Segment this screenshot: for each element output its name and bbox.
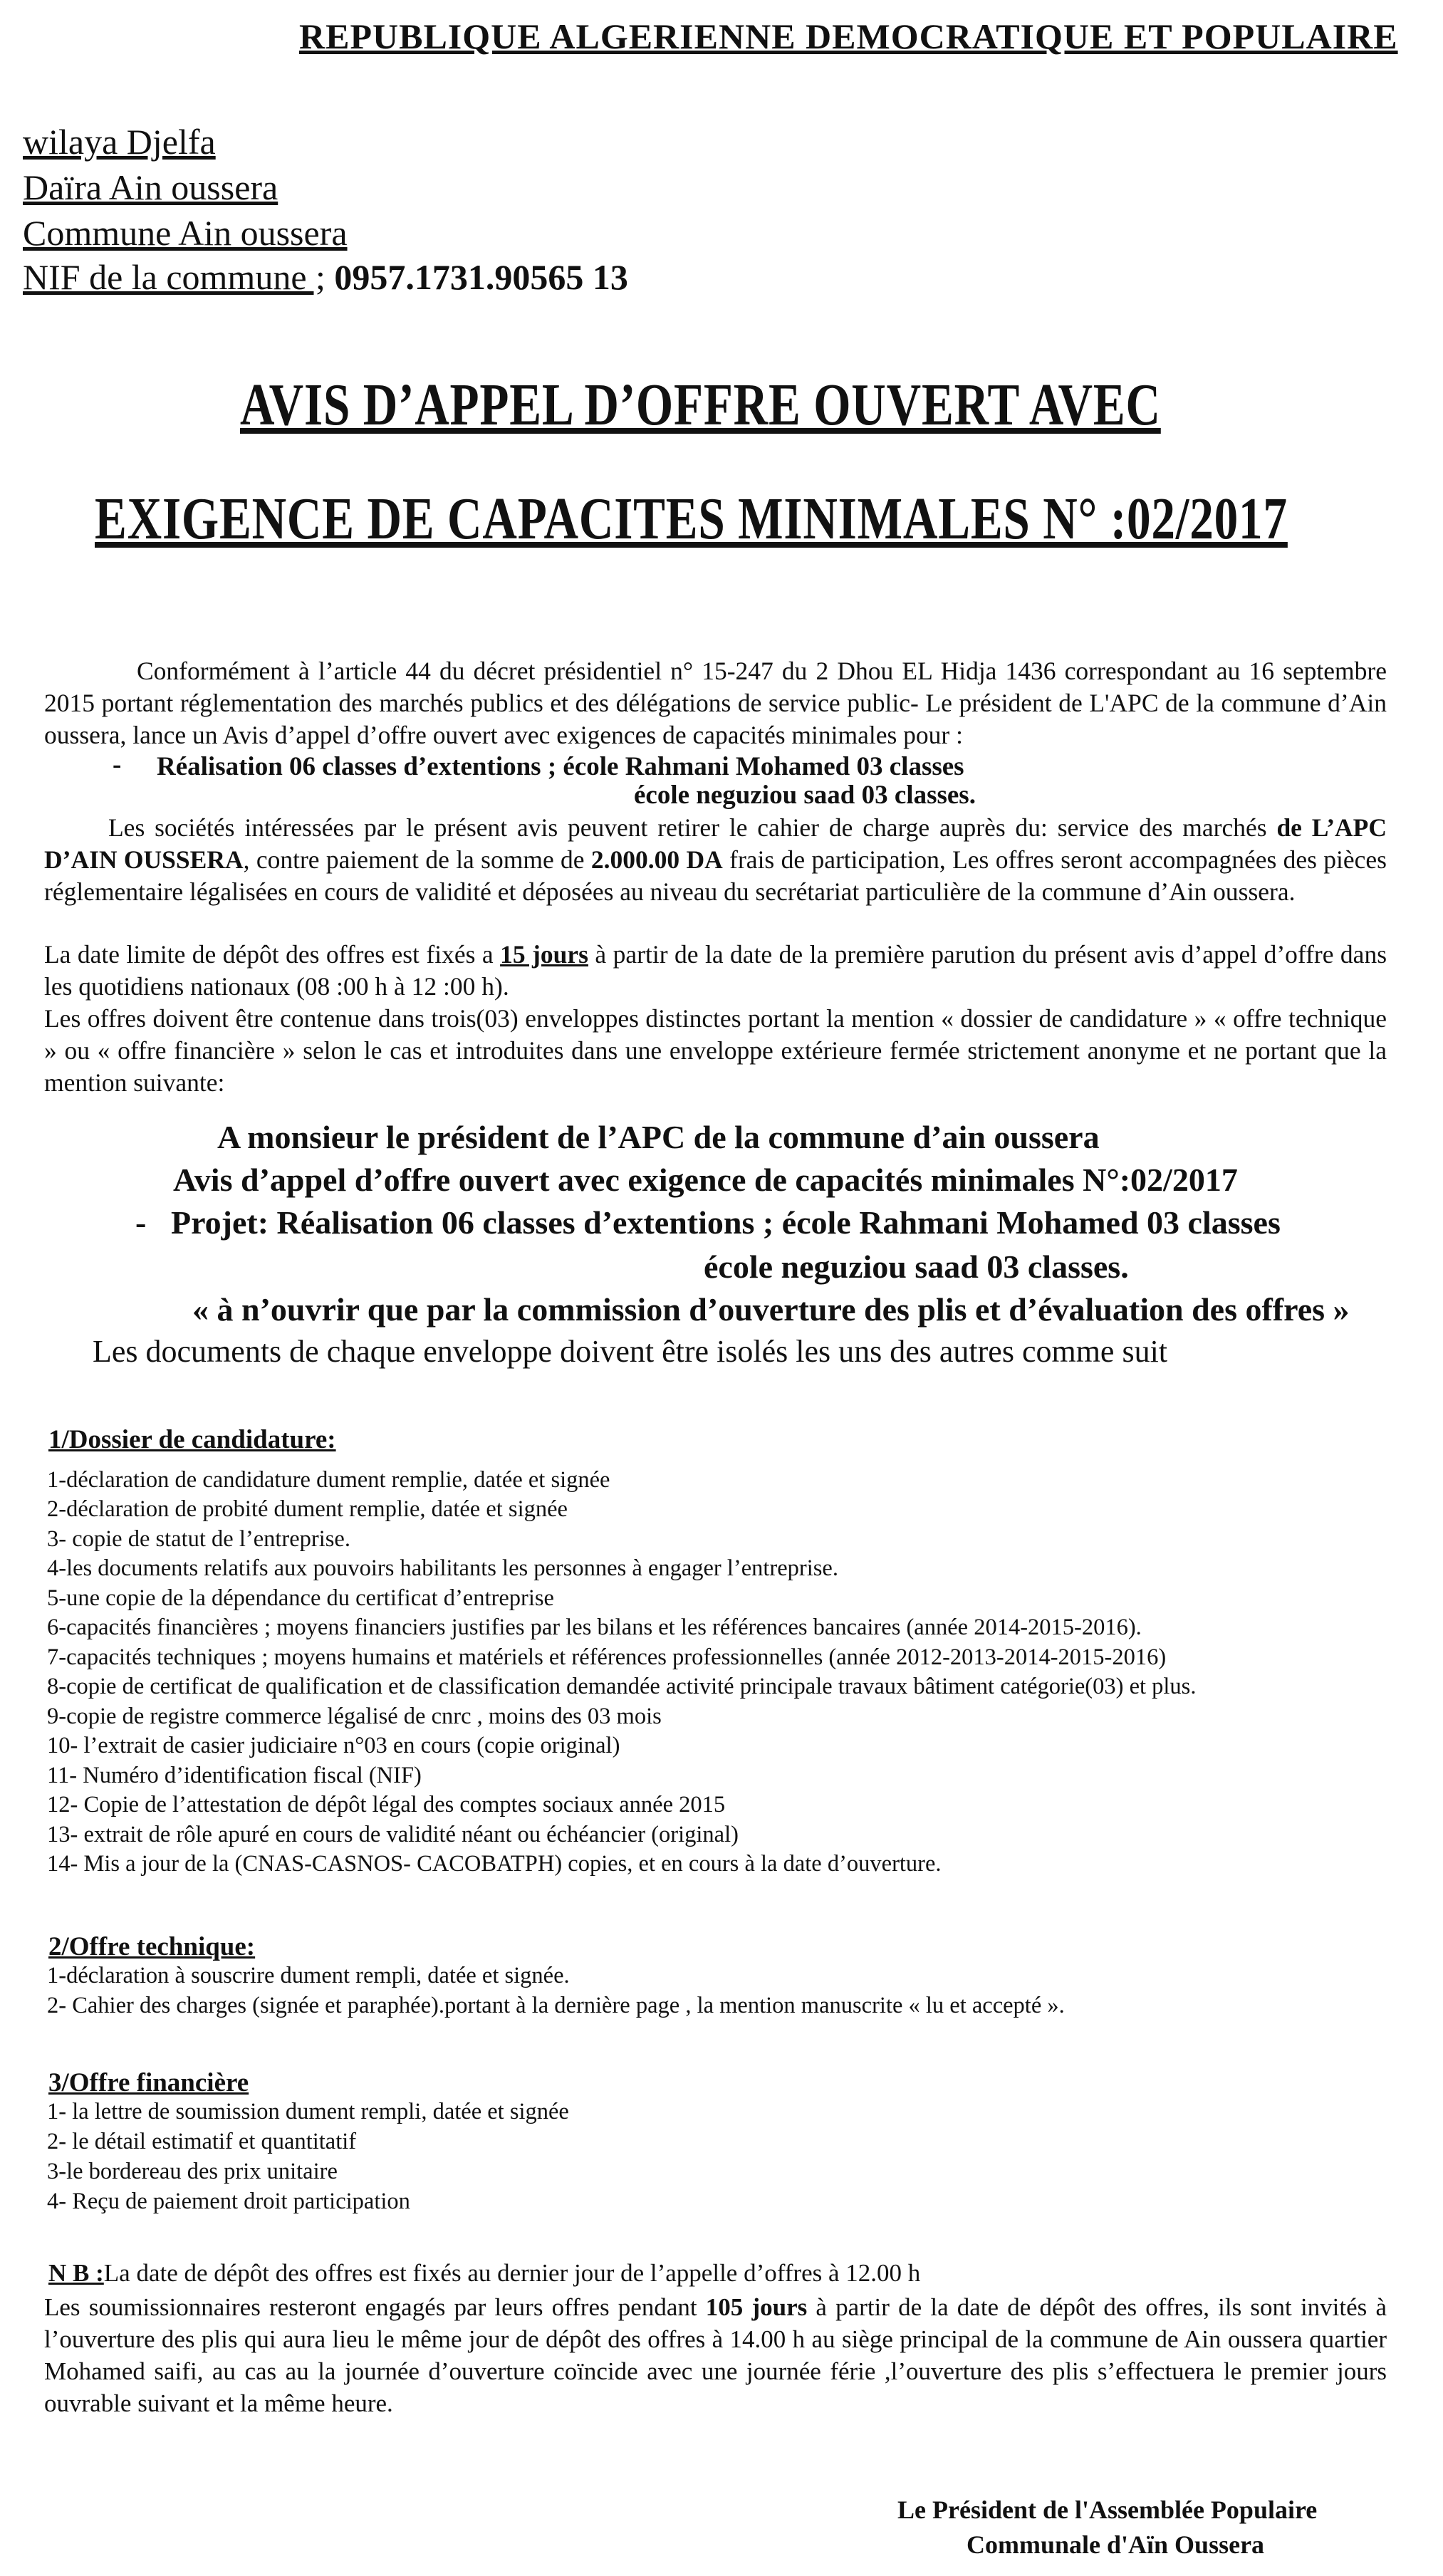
envelope-line-6: Les documents de chaque enveloppe doivent être isolés les uns des autres comme suit — [93, 1334, 1168, 1369]
bullet-project-line-2: école neguziou saad 03 classes. — [634, 781, 976, 810]
list-item: 1-déclaration de candidature dument remplie, datée et signée — [47, 1467, 610, 1493]
nb-label: N B : — [48, 2259, 104, 2287]
intro-paragraph-3 — [44, 939, 1387, 1003]
nb-text-a: Les soumissionnaires resteront engagés par leurs offres pendant — [44, 2293, 706, 2321]
list-item: 4- Reçu de paiement droit participation — [47, 2189, 410, 2214]
p3-deadline: 15 jours — [500, 940, 588, 969]
title-line-2: EXIGENCE DE CAPACITES MINIMALES N° :02/2017 — [95, 486, 1288, 552]
title-line-1: AVIS D’APPEL D’OFFRE OUVERT AVEC — [240, 372, 1161, 438]
list-item: 7-capacités techniques ; moyens humains et matériels et références professionnelles (année 2012-2013-2014-2015-2016) — [47, 1644, 1167, 1670]
intro-text: Conformément à l’article 44 du décret présidentiel n° 15-247 du 2 Dhou EL Hidja 1436 correspondant au 16 septembre 2015 portant réglementation des marchés publics et des délégations de service public- Le président de L'APC de la commune d’Ain oussera, lance un Avis d’appel d’offre ouvert avec exigences de capacités minimales pour : — [44, 657, 1387, 749]
list-item: 11- Numéro d’identification fiscal (NIF) — [47, 1763, 422, 1788]
intro-paragraph-4 — [44, 1003, 1387, 1099]
p4-text: Les offres doivent être contenue dans trois(03) enveloppes distinctes portant la mention « dossier de candidature » « offre technique » ou « offre financière » selon le cas et introduites dans une enveloppe extérieure fermée strictement anonyme et ne portant que la mention suivante: — [44, 1004, 1387, 1097]
intro-paragraph-1 — [44, 655, 1387, 751]
list-item: 13- extrait de rôle apuré en cours de validité néant ou échéancier (original) — [47, 1822, 739, 1847]
envelope-line-5: « à n’ouvrir que par la commission d’ouverture des plis et d’évaluation des offres » — [192, 1291, 1350, 1328]
list-item: 3- copie de statut de l’entreprise. — [47, 1526, 350, 1552]
list-item: 6-capacités financières ; moyens financiers justifies par les bilans et les références bancaires (année 2014-2015-2016). — [47, 1615, 1142, 1640]
signature-line-2: Communale d'Aïn Oussera — [967, 2530, 1265, 2559]
list-item: 9-copie de registre commerce légalisé de cnrc , moins des 03 mois — [47, 1704, 662, 1729]
envelope-line-1: A monsieur le président de l’APC de la commune d’ain oussera — [217, 1119, 1100, 1155]
nb-line — [48, 2259, 920, 2288]
list-item: 8-copie de certificat de qualification et de classification demandée activité principale travaux bâtiment catégorie(03) et plus. — [47, 1674, 1197, 1699]
bullet-dash: - — [113, 750, 122, 779]
envelope-line-2: Avis d’appel d’offre ouvert avec exigence de capacités minimales N°:02/2017 — [173, 1162, 1238, 1198]
list-item: 4-les documents relatifs aux pouvoirs habilitants les personnes à engager l’entreprise. — [47, 1555, 838, 1581]
nb-text-c: à partir de la date de dépôt des offres, ils sont invités à l’ouverture des plis qui aura lieu le même jour de dépôt des offres à 14.00 h au siège principal de la commune de Ain oussera quartier Mohamed saifi, au cas au la journée d’ouverture coïncide avec une journée férie ,l’ouverture des plis s’effectuera le premier jours ouvrable suivant et la même heure. — [44, 2293, 1387, 2417]
nb-text: La date de dépôt des offres est fixés au dernier jour de l’appelle d’offres à 12.00 h — [103, 2259, 921, 2287]
p3-text-a: La date limite de dépôt des offres est fixés a — [44, 940, 501, 969]
technique-heading: 2/Offre technique: — [48, 1932, 256, 1961]
bullet-project-line-1: Réalisation 06 classes d’extentions ; école Rahmani Mohamed 03 classes — [157, 752, 964, 781]
p2-amount: 2.000.00 DA — [590, 845, 723, 874]
p2-text-e: frais de participation, Les offres seront accompagnées des pièces réglementaire légalisées en cours de validité et déposées au niveau du secrétariat particulière de la commune d’Ain oussera. — [44, 845, 1387, 906]
intro-paragraph-2 — [44, 812, 1387, 908]
list-item: 12- Copie de l’attestation de dépôt légal des comptes sociaux année 2015 — [47, 1792, 726, 1818]
p3-text-c: à partir de la date de la première parution du présent avis d’appel d’offre dans les quotidiens nationaux (08 :00 h à 12 :00 h). — [44, 940, 1387, 1001]
nif-label: NIF de la commune ; — [23, 257, 325, 297]
list-item: 1- la lettre de soumission dument rempli, datée et signée — [47, 2099, 569, 2124]
list-item: 2- le détail estimatif et quantitatif — [47, 2129, 357, 2154]
daira-line: Daïra Ain oussera — [23, 167, 278, 207]
nb-days: 105 jours — [705, 2293, 808, 2321]
p2-apc-name: de L’APC D’AIN OUSSERA — [44, 813, 1387, 874]
list-item: 3-le bordereau des prix unitaire — [47, 2159, 338, 2184]
nb-paragraph — [44, 2291, 1387, 2419]
wilaya-line: wilaya Djelfa — [23, 122, 216, 162]
list-item: 14- Mis a jour de la (CNAS-CASNOS- CACOBATPH) copies, et en cours à la date d’ouverture. — [47, 1851, 942, 1877]
signature-line-1: Le Président de l'Assemblée Populaire — [897, 2496, 1318, 2524]
envelope-line-4: école neguziou saad 03 classes. — [704, 1248, 1129, 1285]
nif-line — [23, 255, 628, 299]
nif-value: 0957.1731.90565 13 — [325, 257, 628, 297]
p2-text-c: , contre paiement de la somme de — [243, 845, 591, 874]
dossier-heading: 1/Dossier de candidature: — [48, 1425, 336, 1454]
list-item: 10- l’extrait de casier judiciaire n°03 en cours (copie original) — [47, 1733, 620, 1758]
envelope-dash: - — [135, 1204, 147, 1241]
commune-line: Commune Ain oussera — [23, 213, 348, 253]
republic-heading: REPUBLIQUE ALGERIENNE DEMOCRATIQUE ET POPULAIRE — [299, 16, 1398, 56]
list-item: 2-déclaration de probité dument remplie, datée et signée — [47, 1496, 568, 1522]
list-item: 1-déclaration à souscrire dument rempli, datée et signée. — [47, 1963, 570, 1988]
p2-text-a: Les sociétés intéressées par le présent avis peuvent retirer le cahier de charge auprès du: service des marchés — [108, 813, 1277, 842]
list-item: 2- Cahier des charges (signée et paraphée).portant à la dernière page , la mention manuscrite « lu et accepté ». — [47, 1993, 1065, 2018]
list-item: 5-une copie de la dépendance du certificat d’entreprise — [47, 1585, 554, 1611]
financiere-heading: 3/Offre financière — [48, 2068, 249, 2097]
envelope-line-3: Projet: Réalisation 06 classes d’extentions ; école Rahmani Mohamed 03 classes — [171, 1204, 1281, 1241]
